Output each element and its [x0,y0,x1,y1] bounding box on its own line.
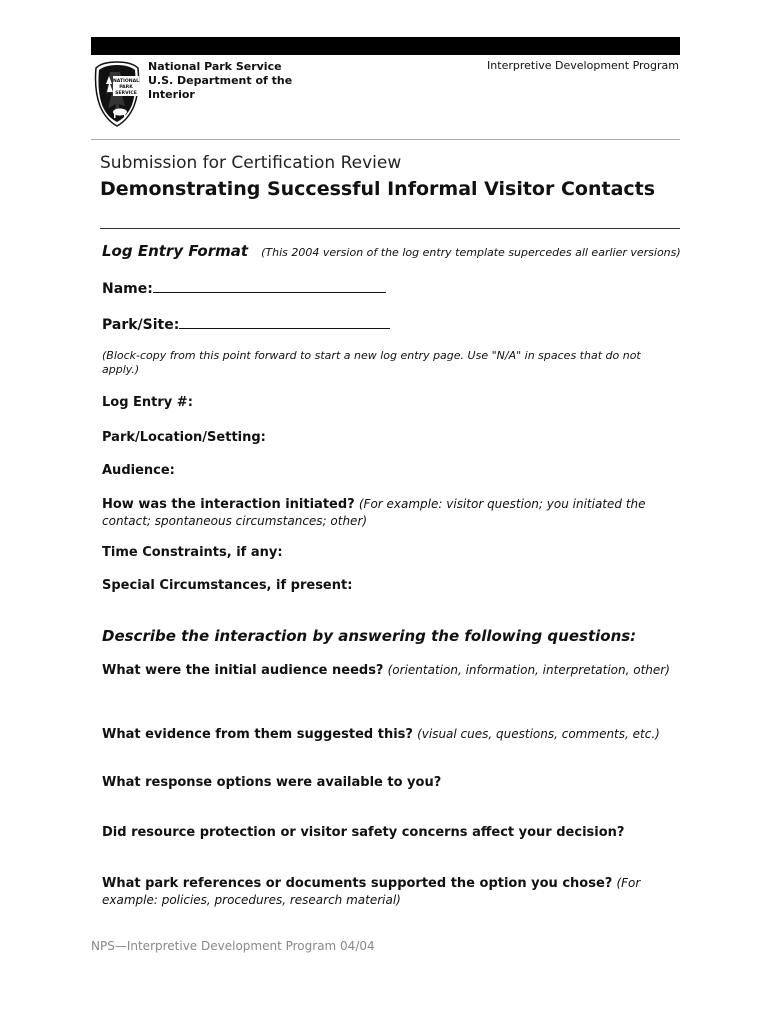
park-location-label: Park/Location/Setting: [102,430,266,445]
header-black-bar [91,37,680,55]
how-initiated-item [102,496,692,530]
question-4-text: Did resource protection or visitor safety concerns affect your decision? [102,825,625,840]
name-blank[interactable] [153,278,386,293]
time-constraints-item [102,545,692,561]
logo-text-park: PARK [119,85,133,90]
park-site-label: Park/Site: [102,317,180,333]
org-line-2: U.S. Department of the [148,74,293,87]
question-1-text: What were the initial audience needs? [102,663,384,678]
question-2 [102,726,692,743]
name-field [102,278,386,297]
time-constraints-label: Time Constraints, if any: [102,545,283,560]
log-entry-label: Log Entry #: [102,395,193,410]
audience-item [102,463,692,479]
logo-text-service: SERVICE [115,91,137,96]
question-2-hint: (visual cues, questions, comments, etc.) [417,727,660,741]
question-5-text: What park references or documents supported the option you chose? [102,876,613,891]
question-5 [102,875,692,909]
document-subtitle: Submission for Certification Review [100,153,402,173]
org-line-3: Interior [148,88,195,101]
question-3 [102,775,692,791]
log-entry-item [102,395,692,411]
how-initiated-label: How was the interaction initiated? [102,497,355,512]
question-5-hint: (For example: policies, procedures, research material) [102,876,641,907]
logo-text-national: NATIONAL [112,79,140,84]
question-2-text: What evidence from them suggested this? [102,727,413,742]
park-location-item [102,430,692,446]
special-circumstances-label: Special Circumstances, if present: [102,578,353,593]
page-footer: NPS—Interpretive Development Program 04/04 [91,939,375,953]
question-1 [102,662,692,679]
nps-arrowhead-logo [92,60,142,128]
organization-name [148,60,292,102]
org-line-1: National Park Service [148,60,282,73]
header-divider [91,139,680,140]
name-label: Name: [102,281,153,297]
how-initiated-hint: (For example: visitor question; you initiated the contact; spontaneous circumstances; other) [102,497,646,528]
title-divider [100,228,680,229]
special-circumstances-item [102,578,692,594]
log-format-row [102,241,681,260]
questions-heading: Describe the interaction by answering the following questions: [102,627,637,645]
question-3-text: What response options were available to you? [102,775,442,790]
log-format-label: Log Entry Format [102,242,249,260]
audience-label: Audience: [102,463,175,478]
park-site-blank[interactable] [179,314,390,329]
document-title: Demonstrating Successful Informal Visitor Contacts [100,178,656,200]
log-format-note: (This 2004 version of the log entry template supercedes all earlier versions) [261,246,681,259]
park-site-field [102,314,390,333]
block-copy-note: (Block-copy from this point forward to start a new log entry page. Use "N/A" in spaces that do not apply.) [102,349,641,376]
question-1-hint: (orientation, information, interpretation, other) [387,663,670,677]
question-4 [102,825,692,841]
program-name: Interpretive Development Program [487,59,679,72]
